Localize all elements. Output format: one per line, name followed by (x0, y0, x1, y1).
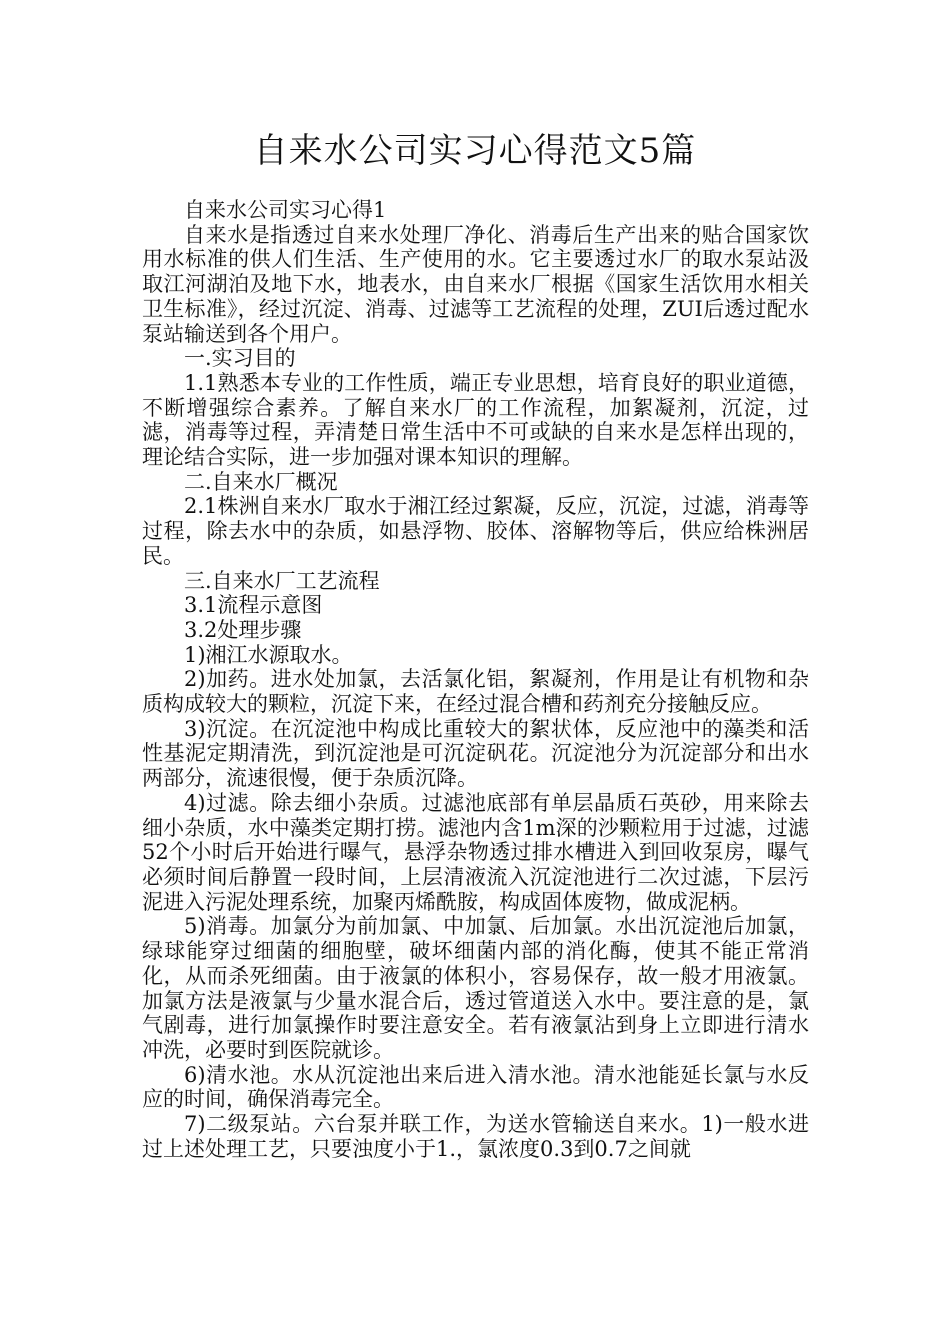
paragraph-heading-1: 自来水公司实习心得1 (184, 198, 387, 222)
paragraph-intro: 自来水是指透过自来水处理厂净化、消毒后生产出来的贴合国家饮用水标准的供人们生活、生产使用的水。它主要透过水厂的取水泵站汲取江河湖泊及地下水，地表水，由自来水厂根据《国家生活饮用水相关卫生标准》，经过沉淀、消毒、过滤等工艺流程的处理，ZUI后透过配水泵站输送到各个用户。 (142, 222, 809, 346)
step-1: 1)湘江水源取水。 (184, 642, 353, 667)
subheading-3-1: 3.1流程示意图 (184, 593, 323, 618)
paragraph-purpose: 1.1熟悉本专业的工作性质，端正专业思想，培育良好的职业道德，不断增强综合素养。了解自来水厂的工作流程，加絮凝剂，沉淀，过滤，消毒等过程，弄清楚日常生活中不可或缺的自来水是怎样出现的，理论结合实际，进一步加强对课本知识的理解。 (142, 370, 809, 470)
step-2: 2)加药。进水处加氯，去活氯化铝，絮凝剂，作用是让有机物和杂质构成较大的颗粒，沉淀下来，在经过混合槽和药剂充分接触反应。 (142, 667, 809, 717)
section-heading-1: 一.实习目的 (184, 346, 296, 371)
paragraph-overview: 2.1株洲自来水厂取水于湘江经过絮凝，反应，沉淀，过滤，消毒等过程，除去水中的杂质，如悬浮物、胶体、溶解物等后，供应给株洲居民。 (142, 494, 809, 568)
document-body (142, 198, 809, 1161)
document-title: 自来水公司实习心得范文5篇 (253, 131, 697, 171)
step-6: 6)清水池。水从沉淀池出来后进入清水池。清水池能延长氯与水反应的时间，确保消毒完全。 (142, 1062, 809, 1112)
step-5: 5)消毒。加氯分为前加氯、中加氯、后加氯。水出沉淀池后加氯，绿球能穿过细菌的细胞壁，破坏细菌内部的消化酶，使其不能正常消化，从而杀死细菌。由于液氯的体积小，容易保存，故一般才用液氯。加氯方法是液氯与少量水混合后，透过管道送入水中。要注意的是，氯气剧毒，进行加氯操作时要注意安全。若有液氯沾到身上立即进行清水冲洗，必要时到医院就诊。 (142, 914, 809, 1062)
section-heading-2: 二.自来水厂概况 (184, 469, 338, 494)
section-heading-3: 三.自来水厂工艺流程 (184, 568, 380, 593)
subheading-3-2: 3.2处理步骤 (184, 617, 302, 642)
step-4: 4)过滤。除去细小杂质。过滤池底部有单层晶质石英砂，用来除去细小杂质，水中藻类定期打捞。滤池内含1m深的沙颗粒用于过滤，过滤52个小时后开始进行曝气，悬浮杂物透过排水槽进入到回收泵房，曝气必须时间后静置一段时间，上层清液流入沉淀池进行二次过滤，下层污泥进入污泥处理系统，加聚丙烯酰胺，构成固体废物，做成泥柄。 (142, 790, 809, 914)
step-3: 3)沉淀。在沉淀池中构成比重较大的絮状体，反应池中的藻类和活性基泥定期清洗，到沉淀池是可沉淀矾花。沉淀池分为沉淀部分和出水两部分，流速很慢，便于杂质沉降。 (142, 716, 809, 791)
step-7: 7)二级泵站。六台泵并联工作，为送水管输送自来水。1)一般水进过上述处理工艺，只要浊度小于1.，氯浓度0.3到0.7之间就 (142, 1112, 809, 1161)
